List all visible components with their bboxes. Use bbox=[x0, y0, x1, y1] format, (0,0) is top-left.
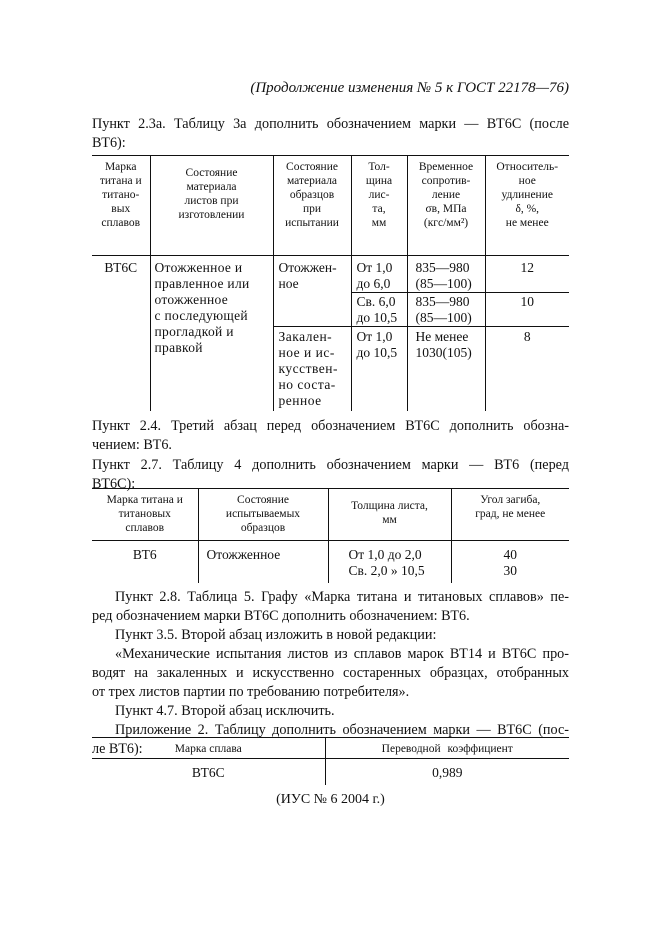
table-4-thickness: От 1,0 до 2,0 Св. 2,0 » 10,5 bbox=[328, 541, 451, 583]
table-3a-header-strength: Временное сопротив- ление σв, МПа (кгс/мм²) bbox=[407, 156, 485, 256]
paragraph-2-4-line2: чением: ВТ6. bbox=[92, 437, 172, 453]
table-3a-header-row bbox=[92, 156, 569, 256]
table-3a-thickness: От 1,0 до 10,5 bbox=[351, 327, 407, 411]
paragraph-4-7: Пункт 4.7. Второй абзац исключить. bbox=[115, 703, 335, 719]
table-3a-strength: 835—980 (85—100) bbox=[407, 293, 485, 327]
table-appendix-2-header-coefficient: Переводной коэффициент bbox=[381, 743, 513, 755]
table-appendix-2-header-row bbox=[92, 738, 569, 759]
table-4-header-grade: Марка титана и титановых сплавов bbox=[92, 489, 198, 541]
table-appendix-2-header-grade: Марка сплава bbox=[92, 738, 325, 759]
table-4-row bbox=[92, 541, 569, 583]
table-3a-row bbox=[92, 256, 569, 293]
table-3a-header-thickness: Тол- щина лис- та, мм bbox=[351, 156, 407, 256]
quote-line3: от трех листов партии по требованию потребителя». bbox=[92, 684, 410, 700]
table-3a-elongation: 12 bbox=[485, 256, 569, 293]
table-3a-grade: ВТ6С bbox=[92, 256, 150, 411]
table-4-grade: ВТ6 bbox=[92, 541, 198, 583]
paragraph-2-7-line1: Пункт 2.7. Таблицу 4 дополнить обозначением марки — ВТ6 (перед bbox=[92, 457, 569, 473]
quote-line2: водят на закаленных и искусственно состаренных образцах, отобранных bbox=[92, 665, 569, 681]
page-header: (Продолжение изменения № 5 к ГОСТ 22178—76) bbox=[250, 80, 569, 96]
paragraph-2-7-line2: ВТ6С): bbox=[92, 476, 136, 492]
paragraph-2-3a-line1: Пункт 2.3а. Таблицу 3а дополнить обозначением марки — ВТ6С (после bbox=[92, 116, 569, 132]
table-3a-sample-state-annealed: Отожжен- ное bbox=[273, 256, 351, 327]
paragraph-2-4-line1: Пункт 2.4. Третий абзац перед обозначением ВТ6С дополнить обозна- bbox=[92, 418, 569, 434]
paragraph-2-3a-line2: ВТ6): bbox=[92, 135, 126, 151]
table-4-state: Отожженное bbox=[198, 541, 328, 583]
appendix-2-line2: ле ВТ6): bbox=[92, 741, 143, 757]
table-3a-thickness: От 1,0 до 6,0 bbox=[351, 256, 407, 293]
table-3a-sample-state-aged: Закален- ное и ис- кусствен- но состa- ренное bbox=[273, 327, 351, 411]
table-3a-strength: Не менее 1030(105) bbox=[407, 327, 485, 411]
table-3a-elongation: 8 bbox=[485, 327, 569, 411]
table-3a-header-grade: Марка титана и титано- вых сплавов bbox=[92, 156, 150, 256]
table-4-header-row bbox=[92, 489, 569, 541]
table-appendix-2 bbox=[92, 737, 569, 785]
paragraph-2-8-line2: ред обозначением марки ВТ6С дополнить обозначением: ВТ6. bbox=[92, 608, 470, 624]
table-3a-material-state: Отожженное и правленное или отожженное с последующей прогладкой и правкой bbox=[150, 256, 273, 411]
table-3a-header-sample-state: Состояние материала образцов при испытании bbox=[273, 156, 351, 256]
appendix-2-line1: Приложение 2. Таблицу дополнить обозначением марки — ВТ6С (пос- bbox=[115, 722, 569, 738]
table-4-angle: 40 30 bbox=[451, 541, 569, 583]
table-appendix-2-row bbox=[92, 759, 569, 785]
table-appendix-2-grade: ВТ6С bbox=[92, 759, 325, 785]
table-3a-elongation: 10 bbox=[485, 293, 569, 327]
table-3a-strength: 835—980 (85—100) bbox=[407, 256, 485, 293]
table-3a bbox=[92, 155, 569, 411]
paragraph-2-8-line1: Пункт 2.8. Таблица 5. Графу «Марка титана и титановых сплавов» пе- bbox=[115, 589, 569, 605]
issue-reference: (ИУС № 6 2004 г.) bbox=[276, 792, 385, 807]
table-4-header-thickness: Толщина листа, мм bbox=[328, 489, 451, 541]
table-4-header-angle: Угол загиба, град, не менее bbox=[475, 494, 546, 520]
table-3a-thickness: Св. 6,0 до 10,5 bbox=[351, 293, 407, 327]
table-appendix-2-coefficient: 0,989 bbox=[325, 759, 569, 785]
quote-line1: «Механические испытания листов из сплавов марок ВТ14 и ВТ6С про- bbox=[115, 646, 569, 662]
table-3a-header-material-state: Состояние материала листов при изготовлении bbox=[150, 156, 273, 256]
table-4 bbox=[92, 488, 569, 583]
table-3a-header-elongation: Относитель- ное удлинение δ, %, не менее bbox=[496, 161, 559, 229]
table-4-header-state: Состояние испытываемых образцов bbox=[198, 489, 328, 541]
paragraph-3-5: Пункт 3.5. Второй абзац изложить в новой редакции: bbox=[115, 627, 437, 643]
